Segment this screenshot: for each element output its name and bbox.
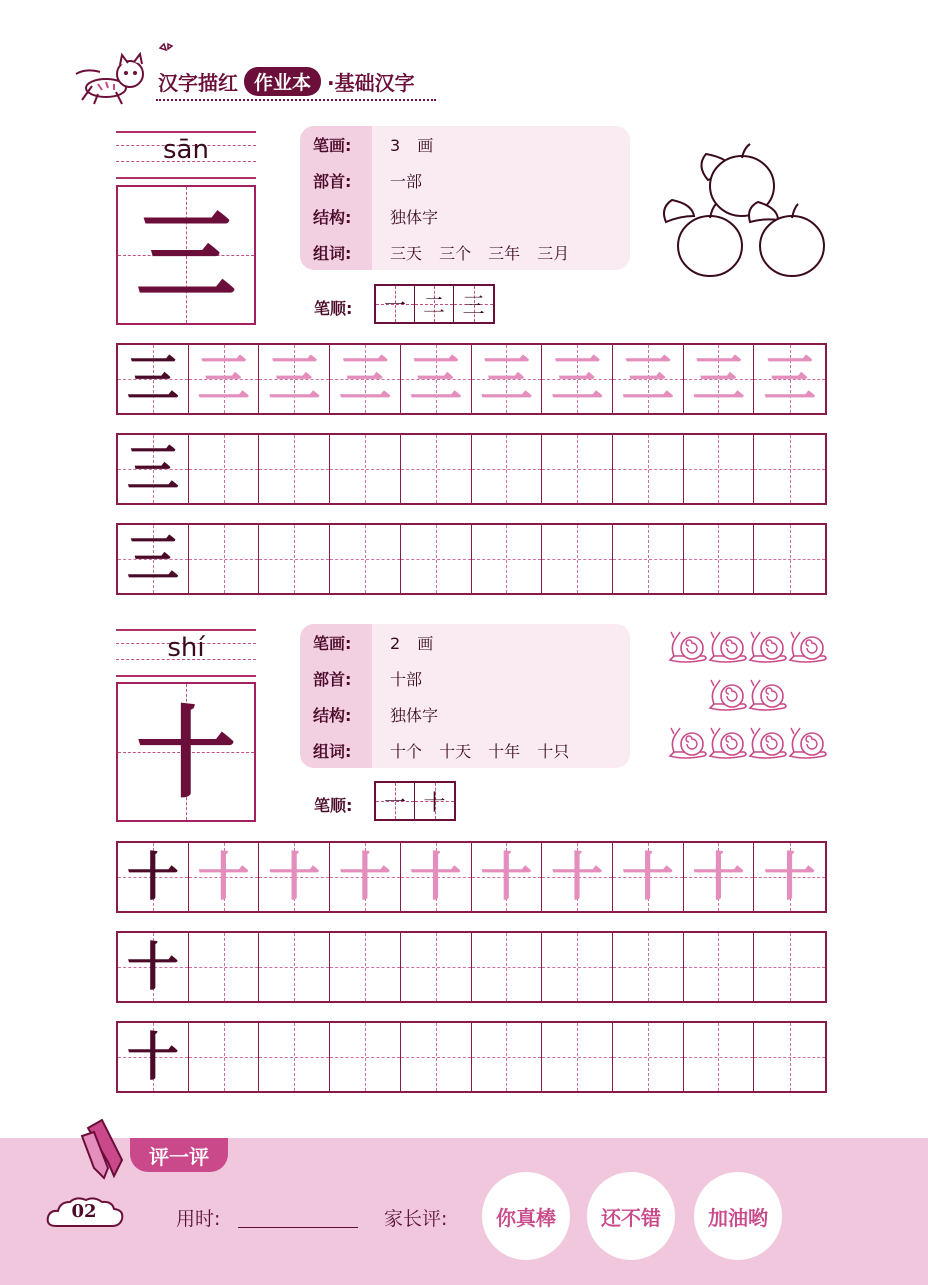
pinyin-text: shí <box>167 633 205 663</box>
info-row-strokes: 笔画: 2 画 <box>313 633 434 653</box>
page-number-text: 02 <box>71 1201 97 1222</box>
stroke-order-cell: 十 <box>415 783 454 819</box>
page-number <box>44 1196 124 1232</box>
blank-writing-cell[interactable] <box>754 933 825 1001</box>
practice-row[interactable] <box>116 931 827 1003</box>
blank-writing-cell[interactable] <box>330 435 401 503</box>
trace-character: 十 <box>338 847 391 908</box>
trace-character: 十 <box>551 847 604 908</box>
header-title-badge: 作业本 <box>244 67 321 96</box>
blank-writing-cell[interactable] <box>330 525 401 593</box>
section-title-evaluate: 评一评 <box>130 1138 228 1172</box>
blank-writing-cell[interactable] <box>189 525 260 593</box>
trace-character-cell[interactable] <box>401 345 472 413</box>
rating-great-button[interactable]: 你真棒 <box>482 1172 570 1260</box>
blank-writing-cell[interactable] <box>754 435 825 503</box>
trace-character-cell[interactable] <box>189 345 260 413</box>
trace-character: 三 <box>551 349 604 410</box>
character: 十 <box>136 694 236 812</box>
info-row-strokes: 笔画: 3 画 <box>313 135 434 155</box>
trace-character-cell[interactable] <box>472 345 543 413</box>
header-title <box>158 64 415 98</box>
time-input-line[interactable] <box>238 1227 358 1228</box>
trace-character-cell[interactable] <box>613 345 684 413</box>
stroke-order-boxes <box>374 781 456 821</box>
blank-writing-cell[interactable] <box>330 933 401 1001</box>
info-row-words: 组词: 十个 十天 十年 十只 <box>313 741 570 761</box>
blank-writing-cell[interactable] <box>472 435 543 503</box>
rating-keep-going-button[interactable]: 加油哟 <box>694 1172 782 1260</box>
model-character-cell[interactable] <box>118 525 189 593</box>
trace-character: 十 <box>197 847 250 908</box>
trace-character-cell[interactable] <box>259 843 330 911</box>
blank-writing-cell[interactable] <box>189 1023 260 1091</box>
blank-writing-cell[interactable] <box>684 1023 755 1091</box>
stroke-order-cell: 一 <box>376 286 415 322</box>
pinyin-text: sān <box>163 135 209 165</box>
blank-writing-cell[interactable] <box>259 525 330 593</box>
model-character: 三 <box>126 529 179 590</box>
model-character-cell[interactable] <box>118 435 189 503</box>
pencils-icon <box>80 1116 130 1180</box>
trace-character-cell[interactable] <box>613 843 684 911</box>
trace-character-cell[interactable] <box>754 843 825 911</box>
blank-writing-cell[interactable] <box>259 435 330 503</box>
model-character-cell[interactable] <box>118 843 189 911</box>
trace-character-cell[interactable] <box>754 345 825 413</box>
trace-character-cell[interactable] <box>401 843 472 911</box>
trace-character: 十 <box>621 847 674 908</box>
trace-character: 三 <box>197 349 250 410</box>
pinyin-lines <box>116 131 256 179</box>
trace-character: 十 <box>480 847 533 908</box>
trace-character: 三 <box>338 349 391 410</box>
parent-evaluation-label: 家长评: <box>384 1208 448 1230</box>
blank-writing-cell[interactable] <box>259 1023 330 1091</box>
stroke-order-label: 笔顺: <box>314 299 353 318</box>
trace-character-cell[interactable] <box>472 843 543 911</box>
apples-icon <box>660 130 830 282</box>
info-row-radical: 部首: 十部 <box>313 669 423 689</box>
model-character: 三 <box>126 349 179 410</box>
model-character: 十 <box>126 1027 179 1088</box>
blank-writing-cell[interactable] <box>330 1023 401 1091</box>
character: 三 <box>136 197 236 315</box>
trace-character-cell[interactable] <box>189 843 260 911</box>
info-row-radical: 部首: 一部 <box>313 171 423 191</box>
character-info-panel <box>300 624 630 768</box>
blank-writing-cell[interactable] <box>472 525 543 593</box>
model-character-cell[interactable] <box>118 1023 189 1091</box>
blank-writing-cell[interactable] <box>684 933 755 1001</box>
trace-character-cell[interactable] <box>684 843 755 911</box>
stroke-order-cell: 三 <box>454 286 493 322</box>
blank-writing-cell[interactable] <box>684 525 755 593</box>
trace-character: 十 <box>409 847 462 908</box>
blank-writing-cell[interactable] <box>542 1023 613 1091</box>
trace-character: 十 <box>268 847 321 908</box>
trace-character-cell[interactable] <box>330 345 401 413</box>
trace-row[interactable] <box>116 841 827 913</box>
blank-writing-cell[interactable] <box>754 1023 825 1091</box>
character-box <box>116 185 256 325</box>
practice-row[interactable] <box>116 1021 827 1093</box>
blank-writing-cell[interactable] <box>613 525 684 593</box>
snails-icon <box>664 626 830 766</box>
info-row-structure: 结构: 独体字 <box>313 207 439 227</box>
blank-writing-cell[interactable] <box>754 525 825 593</box>
blank-writing-cell[interactable] <box>542 525 613 593</box>
trace-character-cell[interactable] <box>684 345 755 413</box>
blank-writing-cell[interactable] <box>401 525 472 593</box>
header-title-suffix: ·基础汉字 <box>327 70 415 95</box>
stroke-order-label: 笔顺: <box>314 796 353 815</box>
blank-writing-cell[interactable] <box>401 933 472 1001</box>
rating-good-button[interactable]: 还不错 <box>587 1172 675 1260</box>
trace-character: 三 <box>692 349 745 410</box>
trace-character-cell[interactable] <box>330 843 401 911</box>
blank-writing-cell[interactable] <box>613 435 684 503</box>
trace-character-cell[interactable] <box>259 345 330 413</box>
practice-row[interactable] <box>116 433 827 505</box>
practice-row[interactable] <box>116 523 827 595</box>
time-label: 用时: <box>176 1208 221 1230</box>
blank-writing-cell[interactable] <box>472 933 543 1001</box>
pinyin-lines <box>116 629 256 677</box>
trace-character: 十 <box>763 847 816 908</box>
model-character: 十 <box>126 937 179 998</box>
blank-writing-cell[interactable] <box>472 1023 543 1091</box>
model-character: 三 <box>126 439 179 500</box>
blank-writing-cell[interactable] <box>613 1023 684 1091</box>
trace-row[interactable] <box>116 343 827 415</box>
trace-character-cell[interactable] <box>542 843 613 911</box>
character-info-panel <box>300 126 630 270</box>
header-divider <box>156 99 436 101</box>
trace-character: 三 <box>409 349 462 410</box>
info-row-structure: 结构: 独体字 <box>313 705 439 725</box>
blank-writing-cell[interactable] <box>189 435 260 503</box>
blank-writing-cell[interactable] <box>684 435 755 503</box>
model-character: 十 <box>126 847 179 908</box>
character-box <box>116 682 256 822</box>
trace-character: 三 <box>480 349 533 410</box>
blank-writing-cell[interactable] <box>259 933 330 1001</box>
stroke-order-boxes <box>374 284 495 324</box>
header-title-prefix: 汉字描红 <box>158 70 238 95</box>
trace-character-cell[interactable] <box>542 345 613 413</box>
trace-character: 三 <box>268 349 321 410</box>
blank-writing-cell[interactable] <box>542 933 613 1001</box>
blank-writing-cell[interactable] <box>542 435 613 503</box>
blank-writing-cell[interactable] <box>401 1023 472 1091</box>
blank-writing-cell[interactable] <box>401 435 472 503</box>
stroke-order-cell: 一 <box>376 783 415 819</box>
blank-writing-cell[interactable] <box>613 933 684 1001</box>
model-character-cell[interactable] <box>118 933 189 1001</box>
trace-character: 三 <box>621 349 674 410</box>
info-row-words: 组词: 三天 三个 三年 三月 <box>313 243 570 263</box>
stroke-order-cell: 二 <box>415 286 454 322</box>
blank-writing-cell[interactable] <box>189 933 260 1001</box>
trace-character: 三 <box>763 349 816 410</box>
model-character-cell[interactable] <box>118 345 189 413</box>
trace-character: 十 <box>692 847 745 908</box>
